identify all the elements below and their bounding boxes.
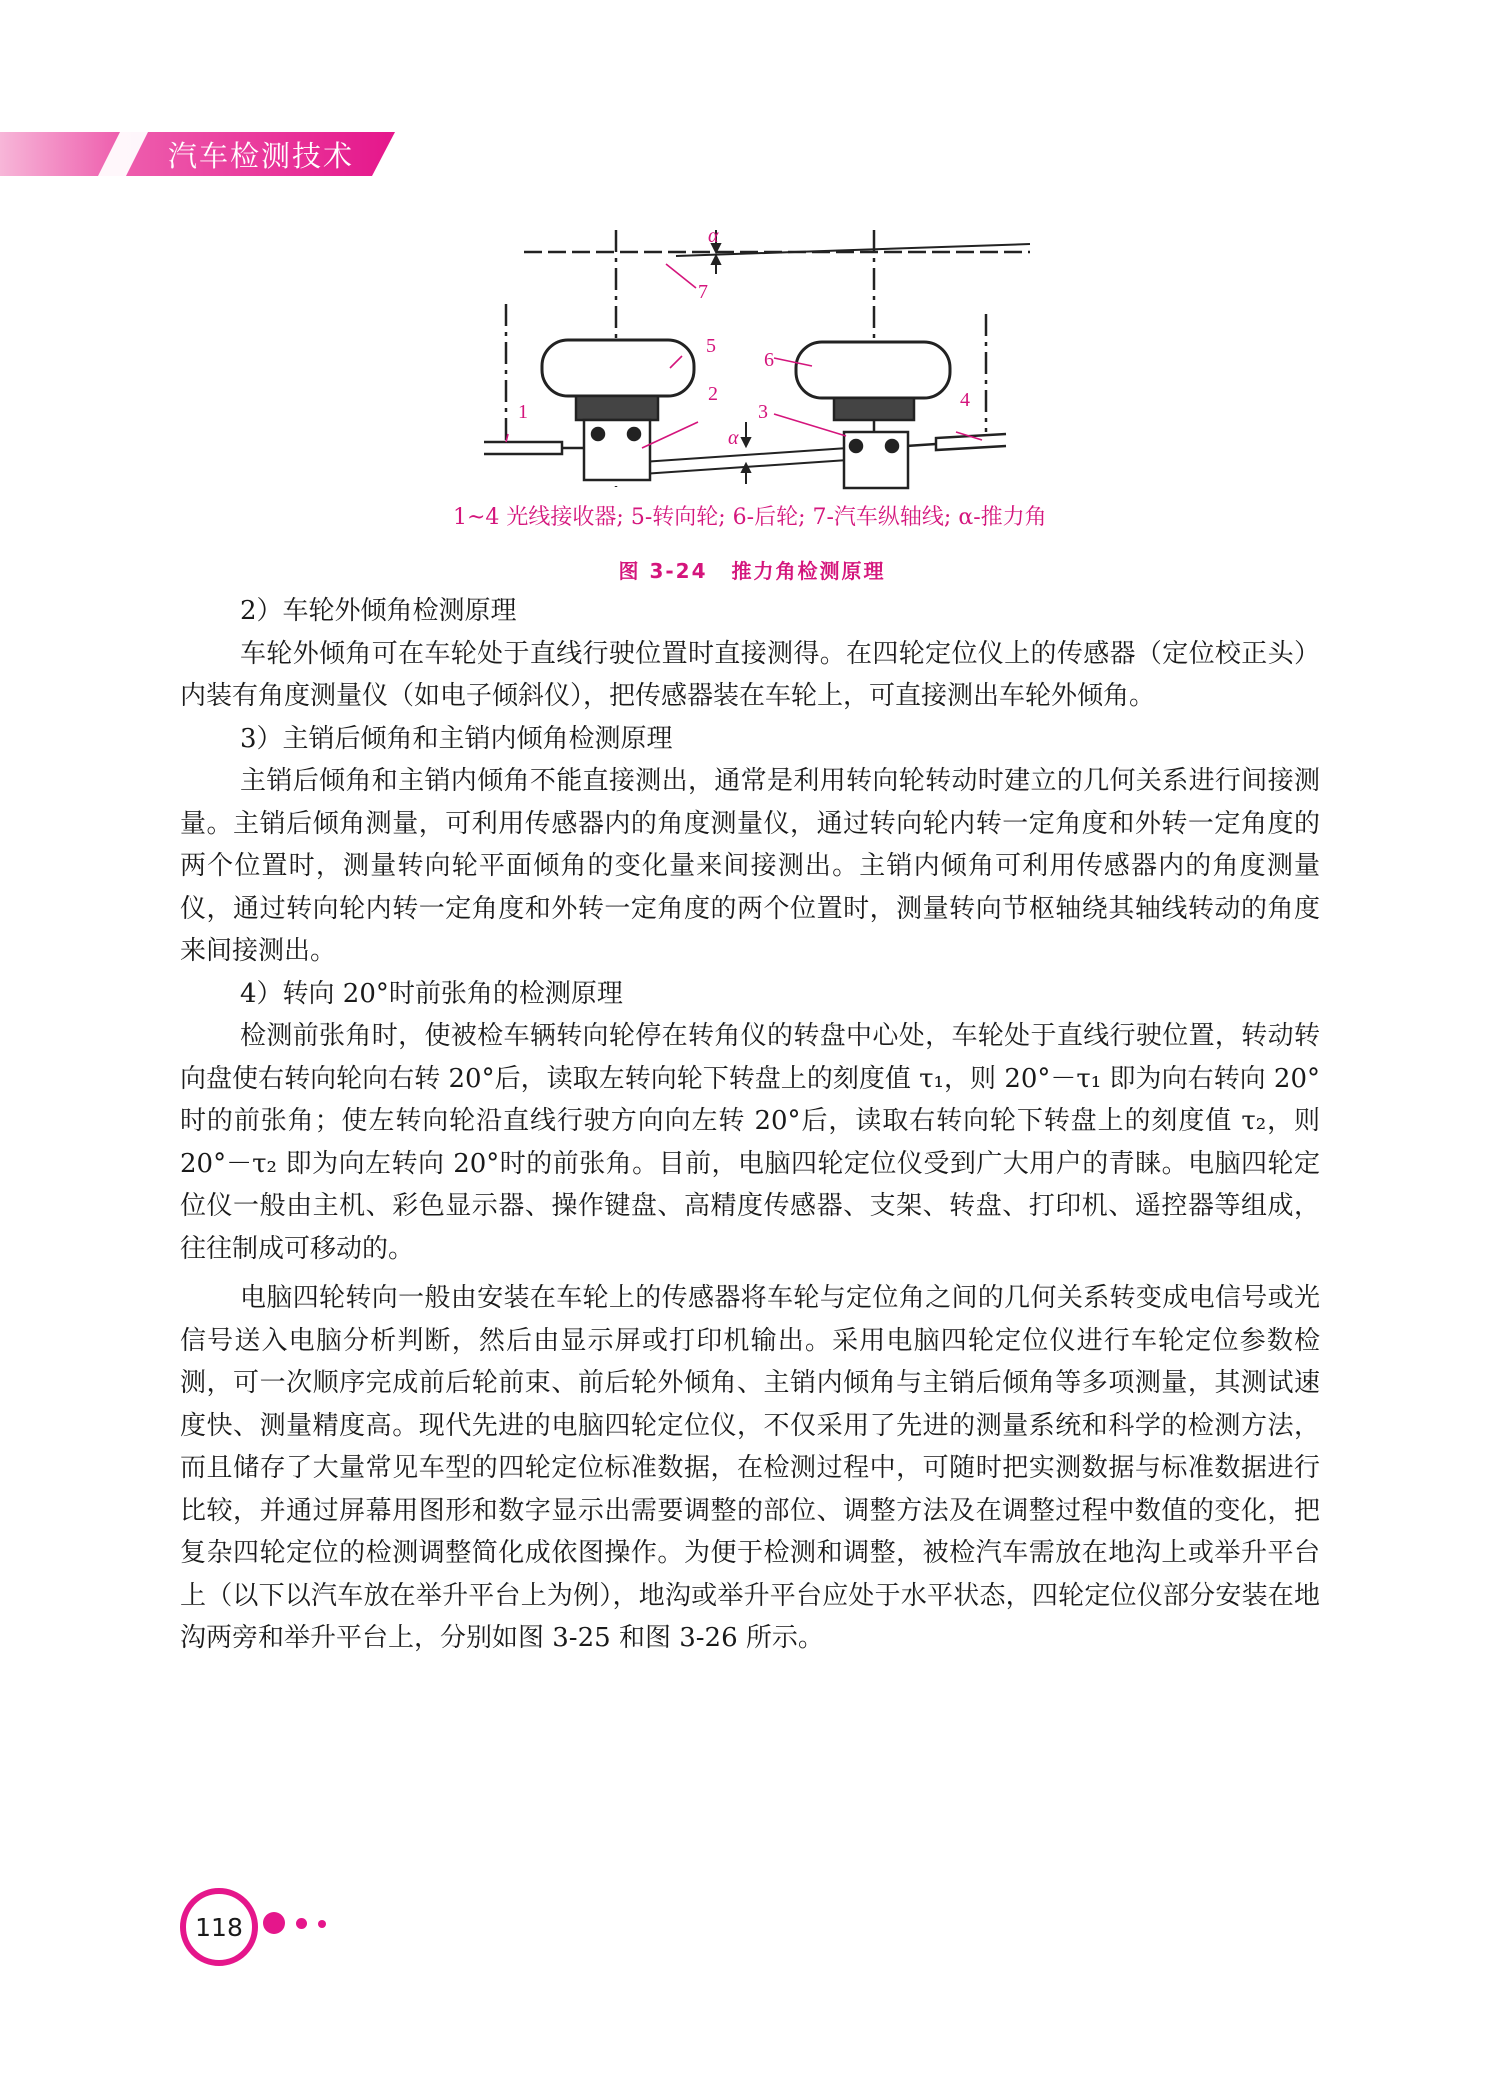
label-7: 7 [698, 281, 708, 303]
label-alpha-top: α [708, 225, 719, 247]
paragraph: 车轮外倾角可在车轮处于直线行驶位置时直接测得。在四轮定位仪上的传感器（定位校正头）内装有角度测量仪（如电子倾斜仪），把传感器装在车轮上，可直接测出车轮外倾角。 [180, 638, 1320, 711]
label-3: 3 [758, 401, 768, 423]
steering-wheel-icon [542, 340, 694, 396]
section-heading: 4）转向 20°时前张角的检测原理 [240, 978, 623, 1009]
page-number-badge [180, 1888, 258, 1966]
book-title: 汽车检测技术 [168, 139, 355, 173]
label-5: 5 [706, 335, 716, 357]
paragraph: 电脑四轮转向一般由安装在车轮上的传感器将车轮与定位角之间的几何关系转变成电信号或光信号送入电脑分析判断，然后由显示屏或打印机输出。采用电脑四轮定位仪进行车轮定位参数检测，可一次顺序完成前后轮前束、前后轮外倾角、主销内倾角与主销后倾角等多项测量，其测试速度快、测量精度高。现代先进的电脑四轮定位仪，不仅采用了先进的测量系统和科学的检测方法，而且储存了大量常见车型的四轮定位标准数据，在检测过程中，可随时把实测数据与标准数据进行比较，并通过屏幕用图形和数字显示出需要调整的部位、调整方法及在调整过程中数值的变化，把复杂四轮定位的检测调整简化成依图操作。为便于检测和调整，被检汽车需放在地沟上或举升平台上（以下以汽车放在举升平台上为例），地沟或举升平台应处于水平状态，四轮定位仪部分安装在地沟两旁和举升平台上，分别如图 3-25 和图 3-26 所示。 [180, 1283, 1320, 1653]
label-4: 4 [960, 389, 970, 411]
section-heading: 3）主销后倾角和主销内倾角检测原理 [240, 723, 673, 754]
rear-wheel-icon [796, 342, 950, 398]
figure-title-text: 推力角检测原理 [731, 559, 886, 583]
thrust-angle-diagram [446, 222, 1050, 534]
page-dot-small [318, 1920, 326, 1928]
label-2: 2 [708, 383, 718, 405]
page-dot-large [263, 1912, 285, 1934]
page-number: 118 [180, 1888, 258, 1966]
label-alpha-bottom: α [728, 427, 739, 449]
page-dot-medium [296, 1918, 307, 1929]
label-6: 6 [764, 349, 774, 371]
figure-number: 图 3-24 [618, 559, 708, 583]
section-heading: 2）车轮外倾角检测原理 [240, 596, 517, 626]
figure-title [0, 555, 1504, 584]
paragraph: 检测前张角时，使被检车辆转向轮停在转角仪的转盘中心处，车轮处于直线行驶位置，转动转向盘使右转向轮向右转 20°后，读取左转向轮下转盘上的刻度值 τ₁，则 20°－τ₁ 即为向右转向 20°时的前张角；使左转向轮沿直线行驶方向向左转 20°后，读取右转向轮下转盘上的刻度值 τ₂，则 20°－τ₂ 即为向左转向 20°时的前张角。目前，电脑四轮定位仪受到广大用户的青睐。电脑四轮定位仪一般由主机、彩色显示器、操作键盘、高精度传感器、支架、转盘、打印机、遥控器等组成，往往制成可移动的。 [180, 1021, 1320, 1264]
body-text [180, 590, 1320, 1660]
paragraph: 主销后倾角和主销内倾角不能直接测出，通常是利用转向轮转动时建立的几何关系进行间接测量。主销后倾角测量，可利用传感器内的角度测量仪，通过转向轮内转一定角度和外转一定角度的两个位置时，测量转向轮平面倾角的变化量来间接测出。主销内倾角可利用传感器内的角度测量仪，通过转向轮内转一定角度和外转一定角度的两个位置时，测量转向节枢轴绕其轴线转动的角度来间接测出。 [180, 766, 1320, 966]
label-1: 1 [518, 401, 528, 423]
figure-legend: 1~4 光线接收器; 5-转向轮; 6-后轮; 7-汽车纵轴线; α-推力角 [453, 505, 1047, 530]
